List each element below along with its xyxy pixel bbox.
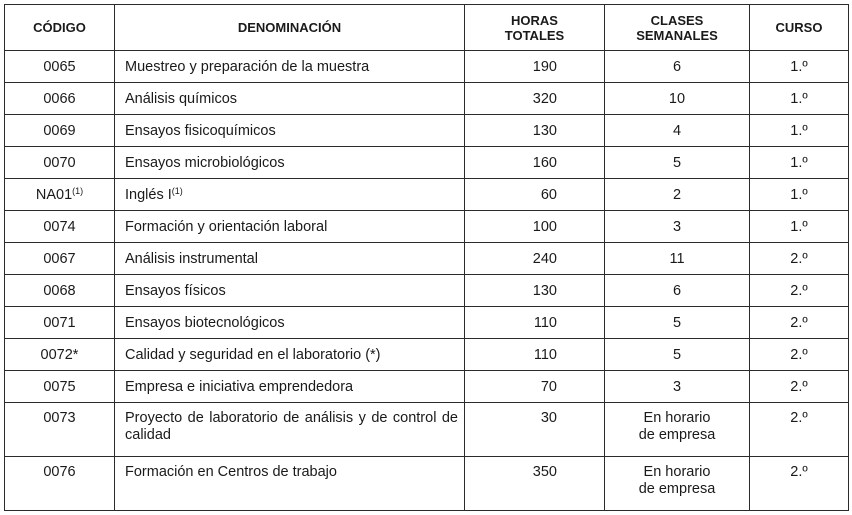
header-course: CURSO [750,5,849,51]
cell-classes [605,83,750,115]
header-hours [465,5,605,51]
name-text: Ensayos microbiológicos [125,154,285,171]
cell-course: 1.º [750,83,849,115]
table-row [5,457,849,511]
table-row [5,115,849,147]
cell-course: 1.º [750,51,849,83]
name-text: Empresa e iniciativa emprendedora [125,378,354,395]
classes-line1: 11 [669,250,685,267]
cell-classes [605,147,750,179]
cell-hours: 60 [465,179,605,211]
cell-name [115,147,465,179]
classes-line1: 6 [672,282,682,299]
cell-name [115,211,465,243]
cell-hours: 130 [465,275,605,307]
cell-hours: 110 [465,339,605,371]
cell-classes [605,243,750,275]
classes-line1: En horario [643,410,711,426]
name-text: Inglés I [125,186,172,203]
cell-code [5,457,115,511]
classes-line1: 4 [672,122,682,139]
cell-name [115,275,465,307]
cell-code [5,51,115,83]
code-text: 0067 [43,250,76,267]
cell-hours: 160 [465,147,605,179]
name-text: Ensayos biotecnológicos [125,314,285,331]
name-text: Ensayos físicos [125,282,226,299]
table-body [5,51,849,511]
classes-line2: de empresa [638,427,716,443]
cell-course: 2.º [750,243,849,275]
header-row [5,5,849,51]
header-name: DENOMINACIÓN [115,5,465,51]
header-code: CÓDIGO [5,5,115,51]
table-row [5,275,849,307]
cell-code [5,275,115,307]
classes-line1: 6 [672,58,682,75]
code-text: NA01 [35,186,73,203]
cell-course: 2.º [750,371,849,403]
cell-name [115,457,465,511]
cell-course: 2.º [750,275,849,307]
table-row [5,147,849,179]
cell-name [115,371,465,403]
modules-table [4,4,849,511]
header-hours-line1: HORAS [511,12,558,28]
table-row [5,83,849,115]
cell-name [115,243,465,275]
name-text: Análisis instrumental [125,250,258,267]
cell-classes [605,371,750,403]
cell-course: 2.º [750,339,849,371]
cell-name [115,115,465,147]
classes-line1: 2 [672,186,682,203]
cell-course: 1.º [750,115,849,147]
table-row [5,339,849,371]
classes-line1: 10 [668,90,686,107]
code-text: 0074 [43,218,76,235]
cell-name [115,307,465,339]
cell-course: 1.º [750,211,849,243]
cell-hours: 130 [465,115,605,147]
name-text: Calidad y seguridad en el laboratorio (*) [125,346,381,363]
cell-classes [605,115,750,147]
name-text: Muestreo y preparación de la muestra [125,58,370,75]
table-row [5,179,849,211]
header-classes-line1: CLASES [650,12,704,28]
code-text: 0072* [40,346,79,363]
classes-line1: 3 [672,218,682,235]
cell-course: 2.º [750,307,849,339]
name-text: Formación en Centros de trabajo [125,464,337,480]
table-row [5,307,849,339]
cell-course: 1.º [750,179,849,211]
code-footnote-ref: (1) [72,185,84,196]
cell-hours: 240 [465,243,605,275]
cell-hours: 320 [465,83,605,115]
classes-line1: 5 [672,346,682,363]
cell-classes [605,211,750,243]
header-classes [605,5,750,51]
classes-line1: En horario [643,464,711,480]
table-row [5,243,849,275]
cell-code [5,243,115,275]
cell-code [5,211,115,243]
cell-code [5,339,115,371]
cell-code [5,403,115,457]
code-text: 0075 [43,378,76,395]
cell-name [115,51,465,83]
cell-code [5,179,115,211]
code-text: 0071 [43,314,76,331]
cell-hours: 350 [465,457,605,511]
cell-course: 1.º [750,147,849,179]
table-row [5,403,849,457]
cell-hours: 70 [465,371,605,403]
cell-hours: 100 [465,211,605,243]
table-row [5,51,849,83]
name-footnote-ref: (1) [171,185,183,196]
cell-code [5,371,115,403]
header-classes-line2: SEMANALES [636,27,718,43]
code-text: 0070 [43,154,76,171]
code-text: 0065 [43,58,76,75]
cell-hours: 190 [465,51,605,83]
code-text: 0068 [43,282,76,299]
header-hours-line2: TOTALES [504,27,565,43]
classes-line1: 3 [672,378,682,395]
cell-classes [605,51,750,83]
name-text: Formación y orientación laboral [125,218,328,235]
classes-line2: de empresa [638,481,716,497]
name-text: Análisis químicos [125,90,238,107]
code-text: 0076 [43,464,76,480]
cell-name [115,403,465,457]
code-text: 0066 [43,90,76,107]
cell-code [5,83,115,115]
cell-code [5,307,115,339]
cell-classes [605,457,750,511]
classes-line1: 5 [672,154,682,171]
cell-classes [605,275,750,307]
cell-classes [605,403,750,457]
cell-classes [605,307,750,339]
cell-name [115,83,465,115]
table-row [5,371,849,403]
name-text: Ensayos fisicoquímicos [125,122,276,139]
cell-course: 2.º [750,457,849,511]
code-text: 0073 [43,410,76,426]
table-row [5,211,849,243]
cell-course: 2.º [750,403,849,457]
cell-hours: 30 [465,403,605,457]
name-text: Proyecto de laboratorio de análisis y de control de calidad [125,410,458,443]
cell-hours: 110 [465,307,605,339]
cell-code [5,115,115,147]
cell-classes [605,339,750,371]
cell-code [5,147,115,179]
cell-classes [605,179,750,211]
cell-name [115,179,465,211]
cell-name [115,339,465,371]
classes-line1: 5 [672,314,682,331]
code-text: 0069 [43,122,76,139]
